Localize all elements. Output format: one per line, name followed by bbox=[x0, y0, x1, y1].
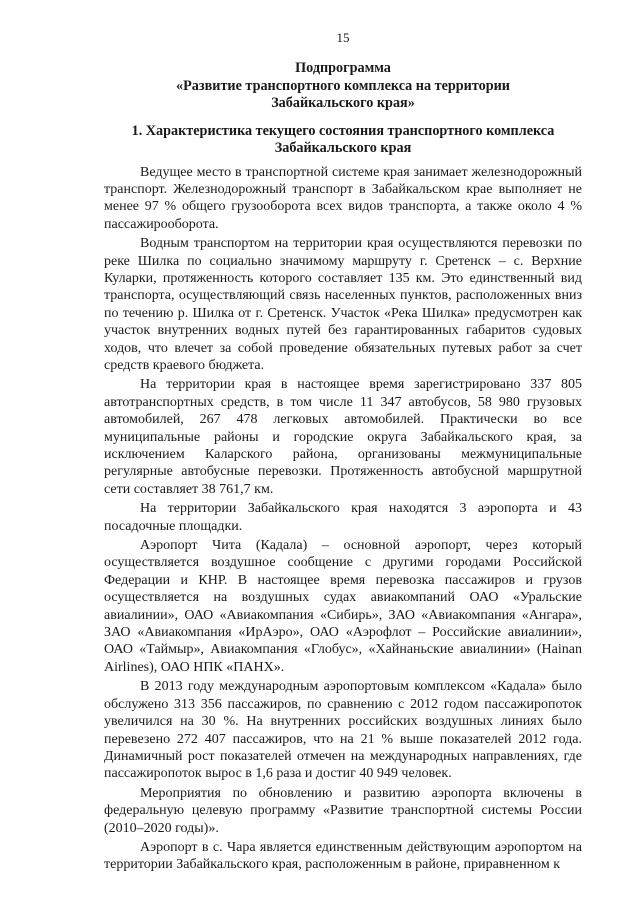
page-number: 15 bbox=[336, 30, 350, 45]
paragraph-railway: Ведущее место в транспортной системе края занимает железнодорожный транспорт. Железнодорожный транспорт в Забайкальском крае выполняет не менее 97 % общего грузооборота всех видов транспорта, а также около 4 % пассажирооборота. bbox=[104, 164, 582, 232]
subprogram-title-line-3: Забайкальского края» bbox=[271, 95, 415, 111]
section-heading bbox=[104, 123, 582, 158]
paragraph-passenger-stats: В 2013 году международным аэропортовым комплексом «Кадала» было обслужено 313 356 пассажиров, по сравнению с 2012 годом пассажиропоток увеличился на 30 %. На внутренних российских воздушных линиях было перевезено 272 407 пассажиров, что на 21 % выше показателей 2012 года. Динамичный рост показателей отмечен на международных направлениях, где пассажиропоток вырос в 1,6 раза и достиг 40 949 человек. bbox=[104, 679, 582, 782]
subprogram-title bbox=[104, 60, 582, 113]
paragraph-chara-airport: Аэропорт в с. Чара является единственным действующим аэропортом на территории Забайкальского края, расположенным в районе, приравненном к bbox=[104, 839, 582, 873]
section-heading-line-2: Забайкальского края bbox=[274, 140, 412, 156]
paragraph-water-transport: Водным транспортом на территории края осуществляются перевозки по реке Шилка по социально значимому маршруту г. Сретенск – с. Верхние Куларки, протяженность которого составляет 135 км. Это единственный вид транспорта, осуществляющий связь населенных пунктов, расположенных вниз по течению р. Шилка от г. Сретенск. Участок «Река Шилка» предусмотрен как участок внутренних водных путей без гарантированных габаритов судовых ходов, что влечет за собой проведение обязательных путевых работ за счет средств краевого бюджета. bbox=[104, 236, 582, 373]
paragraph-federal-program: Мероприятия по обновлению и развитию аэропорта включены в федеральную целевую программу «Развитие транспортной системы России (2010–2020 годы)». bbox=[104, 785, 582, 836]
document-page bbox=[104, 30, 582, 876]
subprogram-title-line-2: «Развитие транспортного комплекса на территории bbox=[176, 77, 510, 94]
paragraph-road-transport: На территории края в настоящее время зарегистрировано 337 805 автотранспортных средств, в том числе 11 347 автобусов, 58 980 грузовых автомобилей, 267 478 легковых автомобилей. Практически во все муниципальные районы и городские округа Забайкальского края, за исключением Каларского района, организованы межмуниципальные регулярные автобусные перевозки. Протяженность автобусной маршрутной сети составляет 38 761,7 км. bbox=[104, 377, 582, 497]
paragraph-chita-airport: Аэропорт Чита (Кадала) – основной аэропорт, через который осуществляется воздушное сообщение с другими городами Российской Федерации и КНР. В настоящее время перевозка пассажиров и грузов осуществляется на воздушных судах авиакомпаний ОАО «Уральские авиалинии», ОАО «Авиакомпания «Сибирь», ЗАО «Авиакомпания «Ангара», ЗАО «Авиакомпания «ИрАэро», ОАО «Аэрофлот – Российские авиалинии», ОАО «Таймыр», Авиакомпания «Глобус», «Хайнаньские авиалинии» (Hainan Airlines), ОАО НПК «ПАНХ». bbox=[104, 538, 582, 675]
paragraph-airports-count: На территории Забайкальского края находятся 3 аэропорта и 43 посадочные площадки. bbox=[104, 501, 582, 534]
subprogram-title-line-1: Подпрограмма bbox=[295, 60, 391, 76]
section-heading-line-1: 1. Характеристика текущего состояния транспортного комплекса bbox=[131, 122, 555, 139]
